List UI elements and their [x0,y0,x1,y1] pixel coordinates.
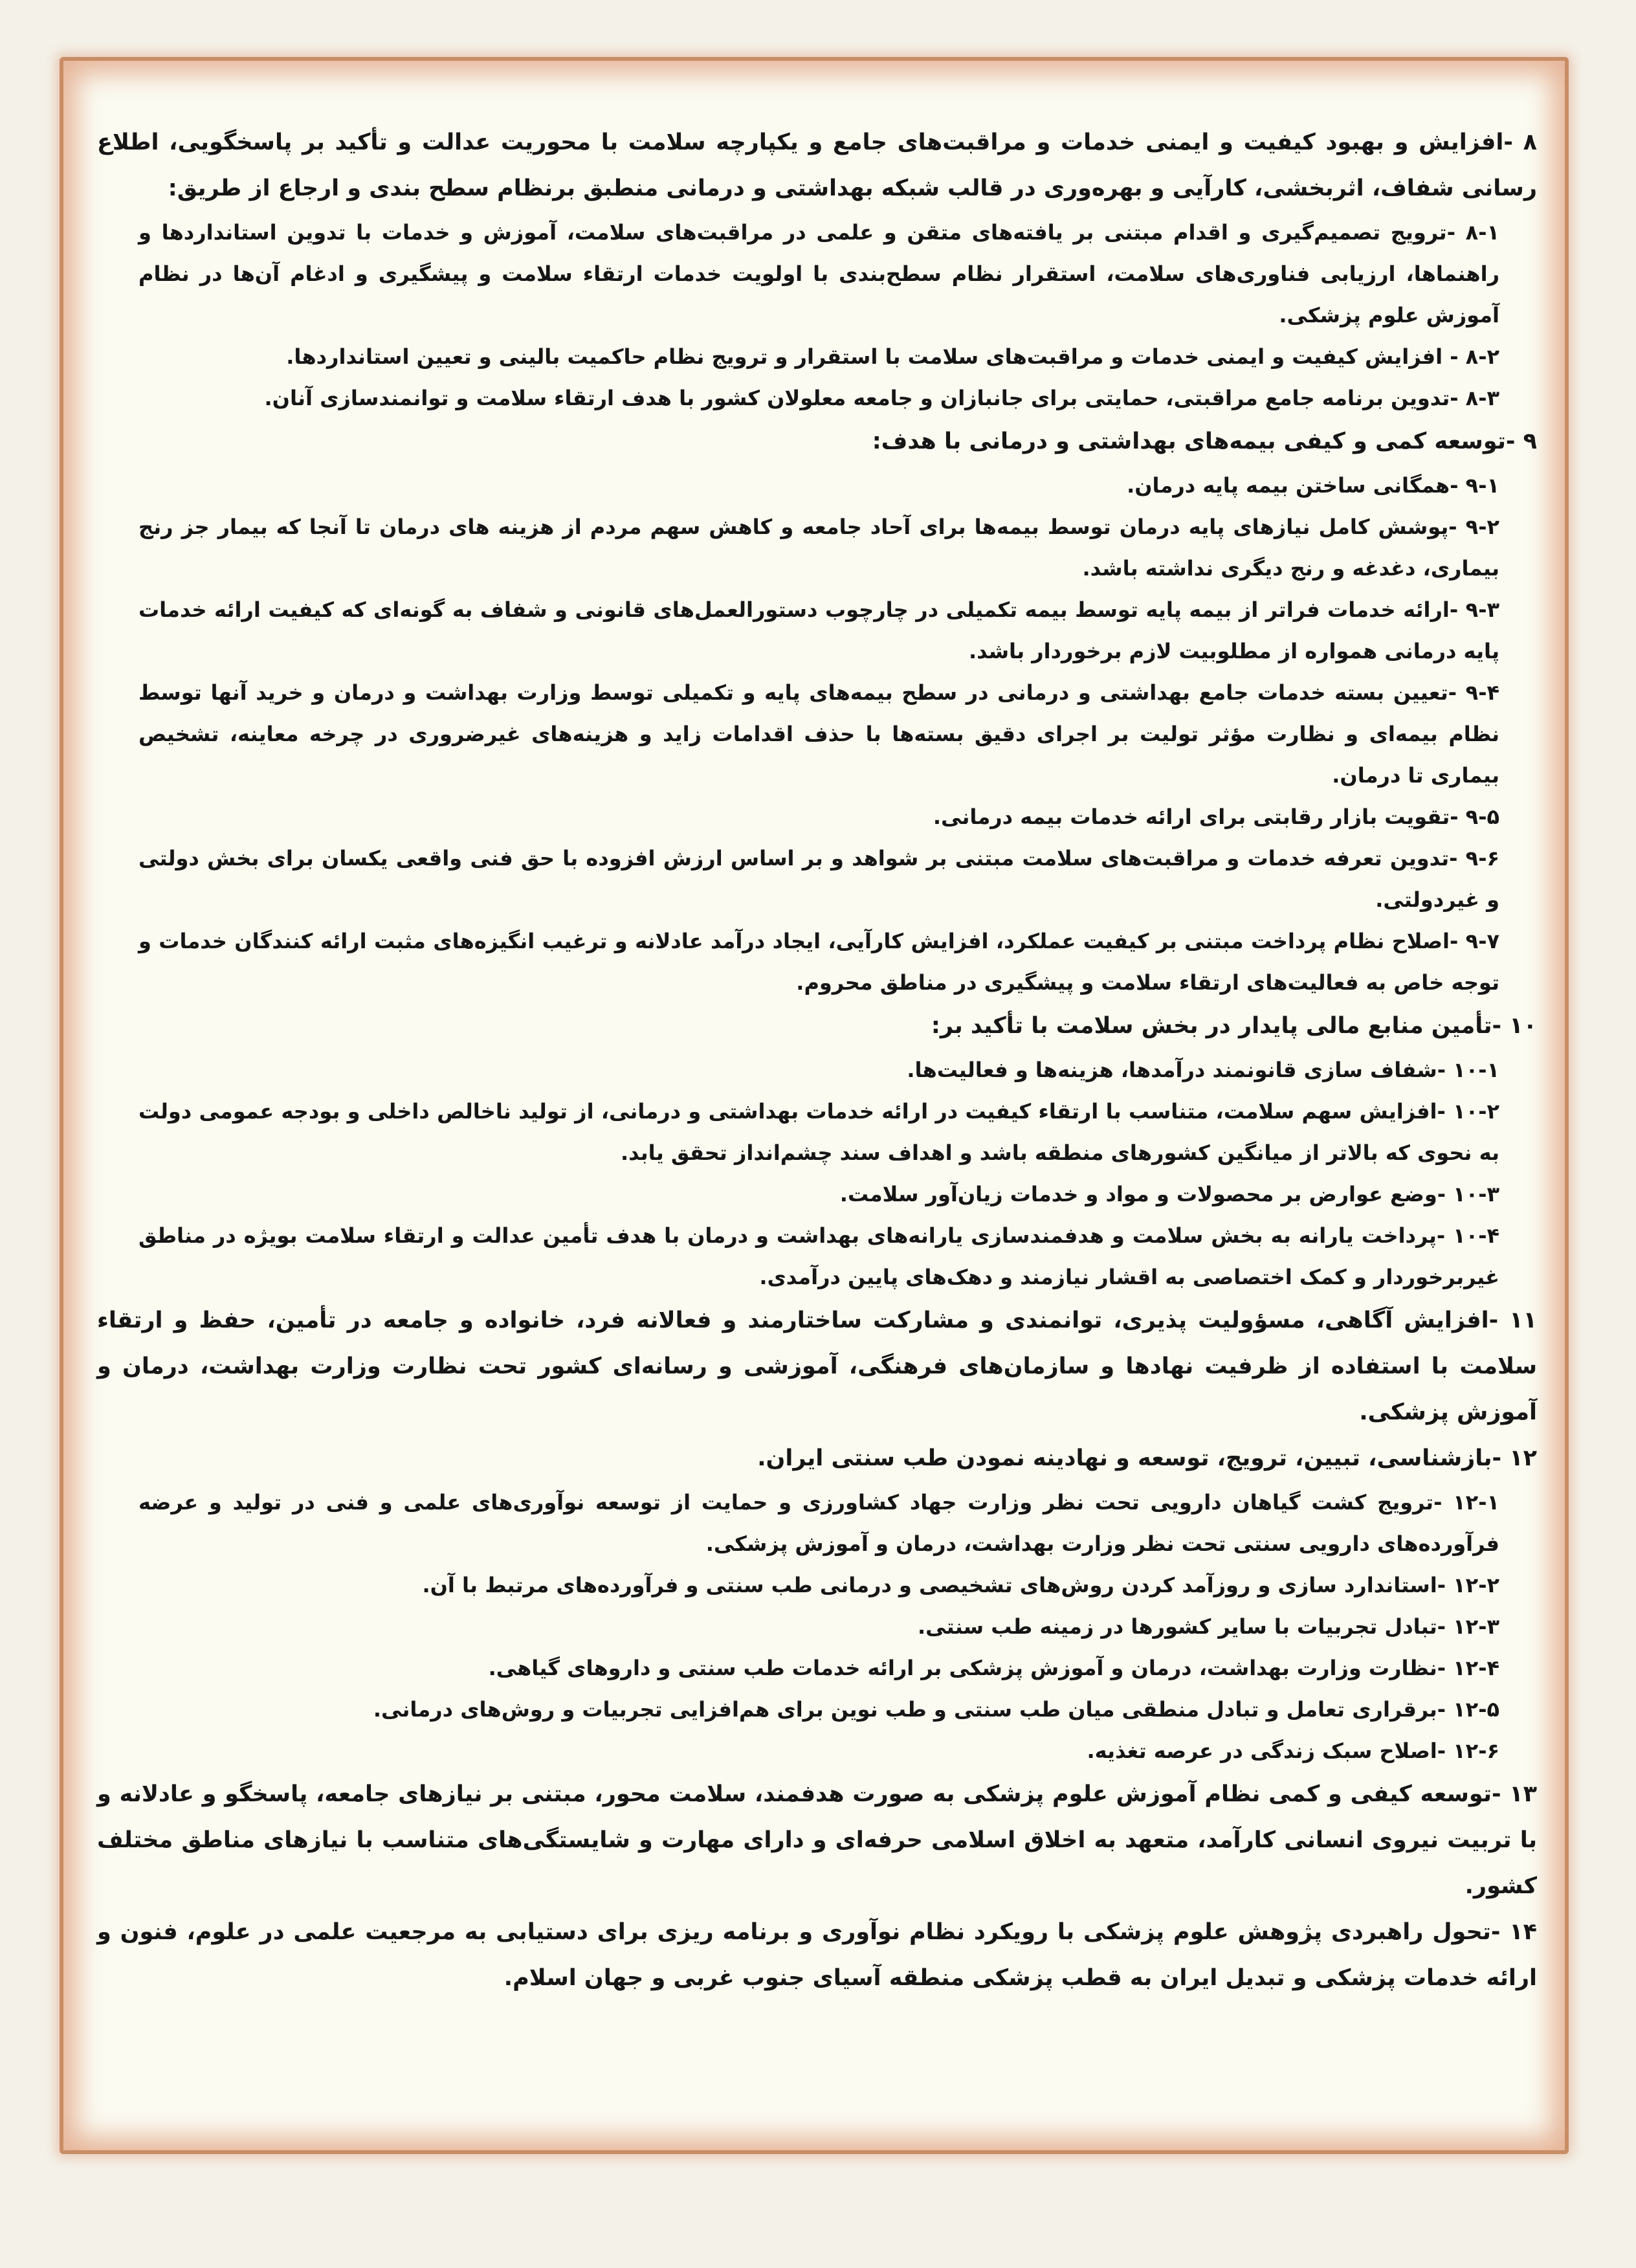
subitem-9-1: ۹-۱ -همگانی ساختن بیمه پایه درمان. [1127,473,1499,498]
subitem-8-2: ۸-۲ - افزایش کیفیت و ایمنی خدمات و مراقبت‌های سلامت با استقرار و ترویج نظام حاکمیت بالینی و تعیین استانداردها. [286,344,1499,369]
subitem-10-1: ۱۰-۱ -شفاف سازی قانونمند درآمدها، هزینه‌ها و فعالیت‌ها. [907,1058,1499,1082]
subitem-9-5: ۹-۵ -تقویت بازار رقابتی برای ارائه خدمات بیمه درمانی. [933,805,1499,829]
item-14: ۱۴ -تحول راهبردی پژوهش علوم پزشکی با رویکرد نظام نوآوری و برنامه ریزی برای دستیابی به مرجعیت علمی در علوم، فنون و ارائه خدمات پزشکی و تبدیل ایران به قطب پزشکی منطقه آسیای جنوب غربی و جهان اسلام. [97,1919,1537,1991]
subitem-10-2: ۱۰-۲ -افزایش سهم سلامت، متناسب با ارتقاء کیفیت در ارائه خدمات بهداشتی و درمانی، از تولید ناخالص داخلی و بودجه عمومی دولت به نحوی که بالاتر از میانگین کشورهای منطقه باشد و اهداف سند چشم‌انداز تحقق یابد. [138,1099,1499,1165]
subitem-12-1: ۱۲-۱ -ترویج کشت گیاهان دارویی تحت نظر وزارت جهاد کشاورزی و حمایت از توسعه نوآوری‌های علمی و فنی در تولید و عرضه فرآورده‌های دارویی سنتی تحت نظر وزارت بهداشت، درمان و آموزش پزشکی. [138,1490,1499,1556]
subitem-9-3: ۹-۳ -ارائه خدمات فراتر از بیمه پایه توسط بیمه تکمیلی در چارچوب دستورالعمل‌های قانونی و شفاف به گونه‌ای که کیفیت ارائه خدمات پایه درمانی همواره از مطلوبیت لازم برخوردار باشد. [138,597,1499,663]
subitem-8-3: ۸-۳ -تدوین برنامه جامع مراقبتی، حمایتی برای جانبازان و جامعه معلولان کشور با هدف ارتقاء سلامت و توانمندسازی آنان. [264,386,1499,410]
subitem-12-5: ۱۲-۵ -برقراری تعامل و تبادل منطقی میان طب سنتی و طب نوین برای هم‌افزایی تجربیات و روش‌های درمانی. [373,1697,1499,1722]
document-body [97,120,1537,2001]
subitem-8-1: ۸-۱ -ترویج تصمیم‌گیری و اقدام مبتنی بر یافته‌های متقن و علمی در مراقبت‌های سلامت، آموزش و خدمات با تدوین استانداردها و راهنماها، ارزیابی فناوری‌های سلامت، استقرار نظام سطح‌بندی با اولویت خدمات ارتقاء سلامت و پیشگیری و ادغام آن‌ها در نظام آموزش علوم پزشکی. [138,220,1499,328]
subitem-12-6: ۱۲-۶ -اصلاح سبک زندگی در عرصه تغذیه. [1087,1739,1499,1763]
subitem-9-2: ۹-۲ -پوشش کامل نیازهای پایه درمان توسط بیمه‌ها برای آحاد جامعه و کاهش سهم مردم از هزینه های درمان تا آنجا که بیمار جز رنج بیماری، دغدغه و رنج دیگری نداشته باشد. [138,515,1499,581]
subitem-12-2: ۱۲-۲ -استاندارد سازی و روزآمد کردن روش‌های تشخیصی و درمانی طب سنتی و فرآورده‌های مرتبط با آن. [422,1573,1499,1597]
item-8: ۸ -افزایش و بهبود کیفیت و ایمنی خدمات و مراقبت‌های جامع و یکپارچه سلامت با محوریت عدالت و تأکید بر پاسخگویی، اطلاع رسانی شفاف، اثربخشی، کارآیی و بهره‌وری در قالب شبکه بهداشتی و درمانی منطبق برنظام سطح بندی و ارجاع از طریق: [97,129,1537,201]
item-13: ۱۳ -توسعه کیفی و کمی نظام آموزش علوم پزشکی به صورت هدفمند، سلامت محور، مبتنی بر نیازهای جامعه، پاسخگو و عادلانه و با تربیت نیروی انسانی کارآمد، متعهد به اخلاق اسلامی حرفه‌ای و دارای مهارت و شایستگی‌های متناسب با نیازهای مناطق مختلف کشور. [97,1781,1537,1899]
item-11: ۱۱ -افزایش آگاهی، مسؤولیت پذیری، توانمندی و مشارکت ساختارمند و فعالانه فرد، خانواده و جامعه در تأمین، حفظ و ارتقاء سلامت با استفاده از ظرفیت نهادها و سازمان‌های فرهنگی، آموزشی و رسانه‌ای کشور تحت نظارت وزارت بهداشت، درمان و آموزش پزشکی. [97,1307,1537,1425]
subitem-9-4: ۹-۴ -تعیین بسته خدمات جامع بهداشتی و درمانی در سطح بیمه‌های پایه و تکمیلی توسط وزارت بهداشت و درمان و خرید آنها توسط نظام بیمه‌ای و نظارت مؤثر تولیت بر اجرای دقیق بسته‌ها با حذف اقدامات زاید و هزینه‌های غیرضروری در چرخه معاینه، تشخیص بیماری تا درمان. [138,680,1499,788]
subitem-10-3: ۱۰-۳ -وضع عوارض بر محصولات و مواد و خدمات زیان‌آور سلامت. [839,1182,1499,1206]
subitem-9-6: ۹-۶ -تدوین تعرفه خدمات و مراقبت‌های سلامت مبتنی بر شواهد و بر اساس ارزش افزوده با حق فنی واقعی یکسان برای بخش دولتی و غیردولتی. [138,846,1499,912]
subitem-9-7: ۹-۷ -اصلاح نظام پرداخت مبتنی بر کیفیت عملکرد، افزایش کارآیی، ایجاد درآمد عادلانه و ترغیب انگیزه‌های مثبت ارائه کنندگان خدمات و توجه خاص به فعالیت‌های ارتقاء سلامت و پیشگیری در مناطق محروم. [138,929,1499,995]
subitem-12-3: ۱۲-۳ -تبادل تجربیات با سایر کشورها در زمینه طب سنتی. [918,1614,1499,1639]
item-9: ۹ -توسعه کمی و کیفی بیمه‌های بهداشتی و درمانی با هدف: [872,428,1537,454]
item-12: ۱۲ -بازشناسی، تبیین، ترویج، توسعه و نهادینه نمودن طب سنتی ایران. [757,1445,1537,1471]
item-10: ۱۰ -تأمین منابع مالی پایدار در بخش سلامت با تأکید بر: [931,1013,1537,1039]
subitem-10-4: ۱۰-۴ -پرداخت یارانه به بخش سلامت و هدفمندسازی یارانه‌های بهداشت و درمان با هدف تأمین عدالت و ارتقاء سلامت بویژه در مناطق غیربرخوردار و کمک اختصاصی به اقشار نیازمند و دهک‌های پایین درآمدی. [138,1223,1499,1289]
subitem-12-4: ۱۲-۴ -نظارت وزارت بهداشت، درمان و آموزش پزشکی بر ارائه خدمات طب سنتی و داروهای گیاهی. [488,1656,1499,1680]
